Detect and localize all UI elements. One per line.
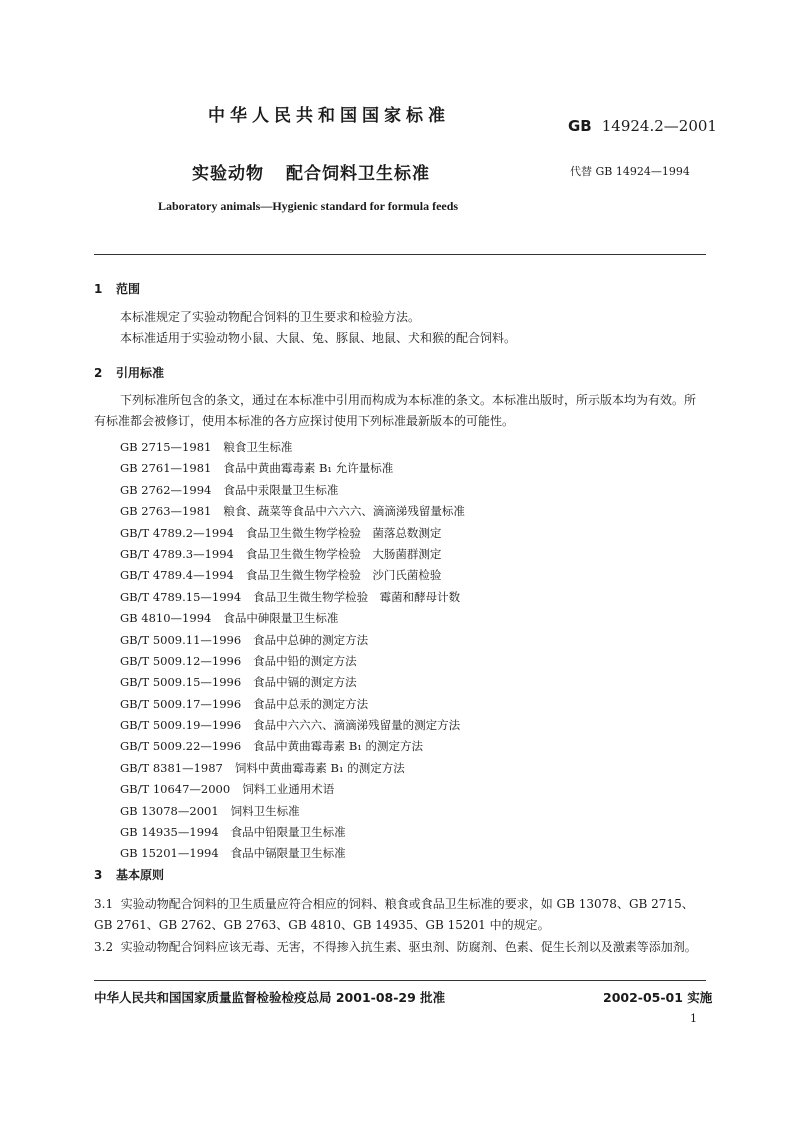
reference-title: 食品卫生微生物学检验 沙门氏菌检验 bbox=[245, 568, 442, 583]
reference-code: GB/T 4789.4—1994 bbox=[120, 568, 234, 583]
standard-org-title: 中华人民共和国国家标准 bbox=[208, 106, 450, 126]
section-2-number: 2 bbox=[94, 366, 103, 380]
effective-date: 2002-05-01 实施 bbox=[603, 990, 713, 1005]
reference-item bbox=[120, 694, 465, 715]
reference-item bbox=[120, 736, 465, 757]
clause-3-2 bbox=[94, 937, 706, 958]
reference-item bbox=[120, 779, 465, 800]
reference-item bbox=[120, 801, 465, 822]
reference-code: GB/T 4789.2—1994 bbox=[120, 525, 234, 540]
reference-code: GB 2763—1981 bbox=[120, 504, 212, 519]
reference-item bbox=[120, 715, 465, 736]
reference-item bbox=[120, 544, 465, 565]
reference-code: GB 2762—1994 bbox=[120, 482, 212, 497]
section-3-heading bbox=[94, 866, 164, 883]
reference-code: GB/T 5009.12—1996 bbox=[120, 653, 242, 668]
clause-3-1 bbox=[94, 894, 706, 936]
section-3-number: 3 bbox=[94, 868, 103, 882]
reference-item bbox=[120, 501, 465, 522]
reference-code: GB/T 5009.17—1996 bbox=[120, 696, 242, 711]
reference-title: 食品中镉限量卫生标准 bbox=[230, 846, 346, 861]
reference-title: 食品卫生微生物学检验 霉菌和酵母计数 bbox=[253, 589, 461, 604]
reference-item bbox=[120, 630, 465, 651]
reference-title: 食品卫生微生物学检验 菌落总数测定 bbox=[245, 525, 442, 540]
reference-title: 食品中镉的测定方法 bbox=[253, 675, 357, 690]
reference-title: 食品中总砷的测定方法 bbox=[253, 632, 369, 647]
section-1-title: 范围 bbox=[116, 282, 141, 296]
reference-title: 食品中汞限量卫生标准 bbox=[223, 482, 339, 497]
reference-item bbox=[120, 480, 465, 501]
clause-3-2-number: 3.2 bbox=[94, 940, 114, 954]
section-3-title: 基本原则 bbox=[116, 868, 165, 882]
reference-title: 食品中黄曲霉毒素 B₁ 的测定方法 bbox=[253, 739, 424, 754]
reference-code: GB/T 4789.3—1994 bbox=[120, 546, 234, 561]
page-number: 1 bbox=[690, 1012, 697, 1025]
reference-title: 食品中总汞的测定方法 bbox=[253, 696, 369, 711]
header-divider bbox=[94, 254, 706, 255]
reference-code: GB 4810—1994 bbox=[120, 611, 212, 626]
reference-code: GB 13078—2001 bbox=[120, 803, 219, 818]
section-2-heading bbox=[94, 364, 164, 381]
reference-code: GB 15201—1994 bbox=[120, 846, 219, 861]
clause-3-2-text: 实验动物配合饲料应该无毒、无害，不得掺入抗生素、驱虫剂、防腐剂、色素、促生长剂以及激素等添加剂。 bbox=[120, 940, 697, 954]
reference-code: GB/T 5009.19—1996 bbox=[120, 718, 242, 733]
footer-divider bbox=[94, 980, 706, 981]
title-part2: 配合饲料卫生标准 bbox=[286, 164, 430, 184]
replaces-note: 代替 GB 14924—1994 bbox=[570, 165, 690, 178]
reference-code: GB/T 5009.15—1996 bbox=[120, 675, 242, 690]
reference-item bbox=[120, 523, 465, 544]
section-2-para-1: 下列标准所包含的条文，通过在本标准中引用而构成为本标准的条文。本标准出版时，所示版本均为有效。所有标准都会被修订，使用本标准的各方应探讨使用下列标准最新版本的可能性。 bbox=[94, 393, 697, 428]
reference-item bbox=[120, 758, 465, 779]
clause-3-1-number: 3.1 bbox=[94, 897, 114, 911]
reference-title: 食品中砷限量卫生标准 bbox=[223, 611, 339, 626]
document-title-en: Laboratory animals—Hygienic standard for formula feeds bbox=[158, 199, 459, 213]
reference-item bbox=[120, 565, 465, 586]
reference-code: GB 14935—1994 bbox=[120, 825, 219, 840]
reference-item bbox=[120, 843, 465, 864]
standard-number bbox=[568, 117, 717, 135]
reference-code: GB/T 5009.11—1996 bbox=[120, 632, 242, 647]
standard-prefix: GB bbox=[568, 117, 592, 135]
section-1-heading bbox=[94, 280, 140, 297]
standard-number-value: 14924.2—2001 bbox=[601, 117, 717, 135]
reference-item bbox=[120, 651, 465, 672]
reference-item bbox=[120, 822, 465, 843]
reference-code: GB 2761—1981 bbox=[120, 461, 212, 476]
reference-title: 饲料中黄曲霉毒素 B₁ 的测定方法 bbox=[234, 760, 405, 775]
reference-title: 粮食卫生标准 bbox=[223, 440, 293, 454]
reference-item bbox=[120, 458, 465, 479]
reference-item bbox=[120, 608, 465, 629]
reference-item bbox=[120, 437, 465, 458]
reference-title: 食品中铅限量卫生标准 bbox=[230, 825, 346, 840]
reference-item bbox=[120, 672, 465, 693]
section-1-para-1: 本标准规定了实验动物配合饲料的卫生要求和检验方法。 bbox=[120, 310, 421, 324]
reference-title: 食品中黄曲霉毒素 B₁ 允许量标准 bbox=[223, 461, 394, 476]
reference-code: GB/T 5009.22—1996 bbox=[120, 739, 242, 754]
reference-title: 粮食、蔬菜等食品中六六六、滴滴涕残留量标准 bbox=[223, 504, 465, 519]
reference-code: GB/T 10647—2000 bbox=[120, 782, 231, 797]
reference-code: GB 2715—1981 bbox=[120, 440, 212, 454]
section-1-para-2: 本标准适用于实验动物小鼠、大鼠、兔、豚鼠、地鼠、犬和猴的配合饲料。 bbox=[120, 331, 517, 345]
reference-code: GB/T 4789.15—1994 bbox=[120, 589, 242, 604]
reference-list bbox=[120, 437, 465, 865]
clause-3-1-text: 实验动物配合饲料的卫生质量应符合相应的饲料、粮食或食品卫生标准的要求，如 GB 13078、GB 2715、GB 2761、GB 2762、GB 2763、GB 4810、GB 14935、GB 15201 中的规定。 bbox=[94, 897, 694, 932]
reference-item bbox=[120, 587, 465, 608]
reference-title: 食品卫生微生物学检验 大肠菌群测定 bbox=[245, 546, 442, 561]
reference-title: 食品中六六六、滴滴涕残留量的测定方法 bbox=[253, 718, 461, 733]
document-title-cn bbox=[192, 159, 430, 184]
section-1-number: 1 bbox=[94, 282, 103, 296]
reference-code: GB/T 8381—1987 bbox=[120, 760, 223, 775]
approval-note: 中华人民共和国国家质量监督检验检疫总局 2001-08-29 批准 bbox=[94, 990, 446, 1005]
title-part1: 实验动物 bbox=[192, 164, 264, 184]
reference-title: 饲料卫生标准 bbox=[230, 803, 300, 818]
reference-title: 饲料工业通用术语 bbox=[242, 782, 335, 797]
section-2-title: 引用标准 bbox=[116, 366, 165, 380]
reference-title: 食品中铅的测定方法 bbox=[253, 653, 357, 668]
